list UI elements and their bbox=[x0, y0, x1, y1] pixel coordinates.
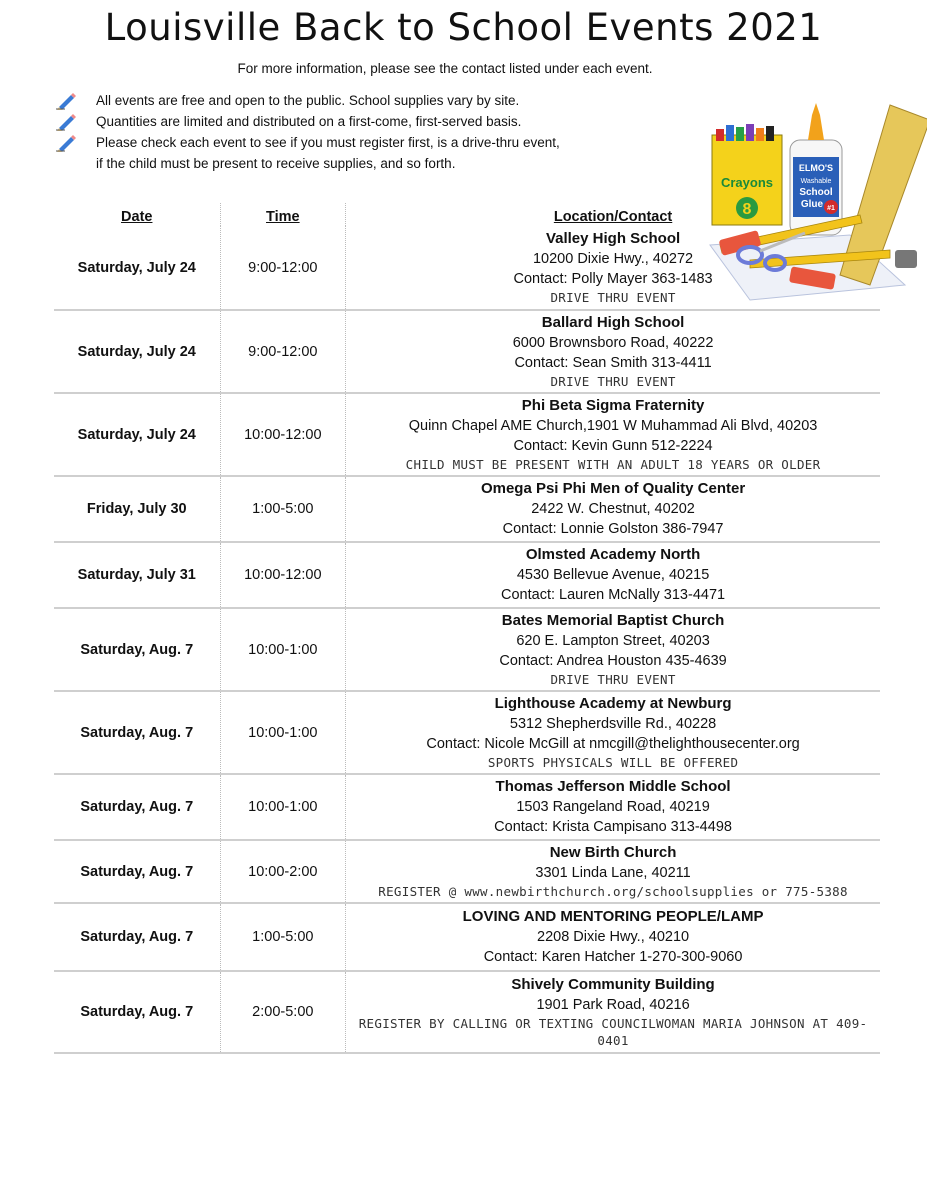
note-item bbox=[56, 111, 676, 132]
page-title: Louisville Back to School Events 2021 bbox=[104, 6, 823, 49]
location-contact: Contact: Kevin Gunn 512-2224 bbox=[513, 438, 713, 454]
event-date: Saturday, Aug. 7 bbox=[54, 840, 220, 903]
location-note: DRIVE THRU EVENT bbox=[550, 672, 676, 687]
glue-brand: ELMO'S bbox=[798, 163, 834, 173]
event-location bbox=[346, 393, 880, 476]
location-address: 3301 Linda Lane, 40211 bbox=[535, 865, 691, 881]
location-contact: Contact: Nicole McGill at nmcgill@thelighthousecenter.org bbox=[426, 736, 800, 752]
location-note: REGISTER BY CALLING OR TEXTING COUNCILWOMAN MARIA JOHNSON AT 409-0401 bbox=[358, 1016, 868, 1048]
table-row bbox=[54, 840, 880, 903]
crayons-label: Crayons bbox=[720, 175, 774, 190]
table-row bbox=[54, 774, 880, 840]
pencil-icon bbox=[56, 92, 76, 110]
location-contact: Contact: Sean Smith 313-4411 bbox=[514, 355, 712, 371]
event-time: 2:00-5:00 bbox=[220, 971, 346, 1053]
event-location bbox=[346, 608, 880, 691]
event-location bbox=[346, 310, 880, 393]
location-name: Shively Community Building bbox=[511, 976, 715, 993]
location-address: 2208 Dixie Hwy., 40210 bbox=[537, 929, 690, 945]
event-location bbox=[346, 774, 880, 840]
location-contact: Contact: Lonnie Golston 386-7947 bbox=[502, 521, 724, 537]
event-date: Saturday, Aug. 7 bbox=[54, 971, 220, 1053]
location-contact: Contact: Krista Campisano 313-4498 bbox=[494, 819, 732, 835]
event-location bbox=[346, 971, 880, 1053]
notes-list bbox=[56, 90, 676, 174]
event-date: Friday, July 30 bbox=[54, 476, 220, 542]
event-date: Saturday, July 24 bbox=[54, 310, 220, 393]
location-address: 6000 Brownsboro Road, 40222 bbox=[512, 335, 714, 351]
event-location bbox=[346, 226, 880, 310]
location-note: REGISTER @ www.newbirthchurch.org/schoolsupplies or 775-5388 bbox=[378, 884, 848, 899]
event-date: Saturday, Aug. 7 bbox=[54, 691, 220, 774]
table-row bbox=[54, 393, 880, 476]
table-header-row bbox=[54, 203, 880, 226]
location-note: SPORTS PHYSICALS WILL BE OFFERED bbox=[487, 755, 739, 770]
event-date: Saturday, Aug. 7 bbox=[54, 774, 220, 840]
pencil-icon bbox=[56, 113, 76, 131]
table-row bbox=[54, 476, 880, 542]
header-location: Location/Contact bbox=[553, 209, 673, 225]
location-address: 620 E. Lampton Street, 40203 bbox=[516, 633, 710, 649]
event-time: 10:00-12:00 bbox=[220, 542, 346, 608]
location-address: 5312 Shepherdsville Rd., 40228 bbox=[509, 716, 717, 732]
page-subtitle: For more information, please see the contact listed under each event. bbox=[237, 61, 653, 76]
location-address: 2422 W. Chestnut, 40202 bbox=[531, 501, 695, 517]
location-name: Phi Beta Sigma Fraternity bbox=[521, 397, 705, 414]
event-time: 10:00-12:00 bbox=[220, 393, 346, 476]
header-time: Time bbox=[220, 203, 346, 226]
event-time: 10:00-1:00 bbox=[220, 608, 346, 691]
event-time: 10:00-1:00 bbox=[220, 774, 346, 840]
glue-badge: #1 bbox=[827, 205, 835, 212]
header-date: Date bbox=[54, 203, 220, 226]
event-date: Saturday, July 31 bbox=[54, 542, 220, 608]
event-time: 1:00-5:00 bbox=[220, 476, 346, 542]
table-row bbox=[54, 226, 880, 310]
glue-label-3: Glue bbox=[800, 199, 824, 210]
table-row bbox=[54, 691, 880, 774]
table-row bbox=[54, 608, 880, 691]
crayons-count: 8 bbox=[742, 201, 752, 218]
location-address: 10200 Dixie Hwy., 40272 bbox=[532, 251, 694, 267]
location-address: 1901 Park Road, 40216 bbox=[536, 997, 690, 1013]
event-location bbox=[346, 840, 880, 903]
table-row bbox=[54, 310, 880, 393]
location-address: 1503 Rangeland Road, 40219 bbox=[516, 799, 710, 815]
table-row bbox=[54, 903, 880, 971]
glue-label-2: School bbox=[799, 187, 833, 198]
pencil-sharpener bbox=[895, 250, 917, 268]
location-name: Thomas Jefferson Middle School bbox=[495, 778, 731, 795]
note-item bbox=[56, 132, 676, 174]
event-time: 9:00-12:00 bbox=[220, 310, 346, 393]
table-row bbox=[54, 542, 880, 608]
events-table bbox=[54, 203, 880, 1054]
location-contact: Contact: Andrea Houston 435-4639 bbox=[499, 653, 727, 669]
glue-label-1: Washable bbox=[800, 178, 832, 185]
location-name: Bates Memorial Baptist Church bbox=[501, 612, 725, 629]
event-location bbox=[346, 691, 880, 774]
location-name: New Birth Church bbox=[549, 844, 677, 861]
event-location bbox=[346, 476, 880, 542]
location-name: Valley High School bbox=[545, 230, 681, 247]
location-contact: Contact: Karen Hatcher 1-270-300-9060 bbox=[483, 949, 743, 965]
location-name: Lighthouse Academy at Newburg bbox=[494, 695, 732, 712]
table-row bbox=[54, 971, 880, 1053]
event-time: 9:00-12:00 bbox=[220, 226, 346, 310]
location-contact: Contact: Lauren McNally 313-4471 bbox=[501, 587, 726, 603]
pencil-icon bbox=[56, 134, 76, 152]
note-text: All events are free and open to the public. School supplies vary by site. bbox=[96, 93, 520, 108]
event-time: 10:00-2:00 bbox=[220, 840, 346, 903]
note-text: Please check each event to see if you must register first, is a drive-thru event, bbox=[96, 135, 560, 150]
event-location bbox=[346, 542, 880, 608]
location-name: Ballard High School bbox=[541, 314, 685, 331]
note-text-continued: if the child must be present to receive supplies, and so forth. bbox=[96, 156, 456, 171]
location-address: Quinn Chapel AME Church,1901 W Muhammad Ali Blvd, 40203 bbox=[408, 418, 818, 434]
location-note: CHILD MUST BE PRESENT WITH AN ADULT 18 YEARS OR OLDER bbox=[405, 457, 821, 472]
event-date: Saturday, Aug. 7 bbox=[54, 608, 220, 691]
location-name: Olmsted Academy North bbox=[525, 546, 701, 563]
event-date: Saturday, Aug. 7 bbox=[54, 903, 220, 971]
event-location bbox=[346, 903, 880, 971]
event-time: 1:00-5:00 bbox=[220, 903, 346, 971]
location-note: DRIVE THRU EVENT bbox=[550, 290, 676, 305]
event-date: Saturday, July 24 bbox=[54, 226, 220, 310]
event-time: 10:00-1:00 bbox=[220, 691, 346, 774]
location-name: Omega Psi Phi Men of Quality Center bbox=[480, 480, 746, 497]
location-contact: Contact: Polly Mayer 363-1483 bbox=[513, 271, 713, 287]
note-item bbox=[56, 90, 676, 111]
location-name: LOVING AND MENTORING PEOPLE/LAMP bbox=[462, 908, 764, 925]
location-note: DRIVE THRU EVENT bbox=[550, 374, 676, 389]
event-date: Saturday, July 24 bbox=[54, 393, 220, 476]
note-text: Quantities are limited and distributed on a first-come, first-served basis. bbox=[96, 114, 522, 129]
location-address: 4530 Bellevue Avenue, 40215 bbox=[516, 567, 710, 583]
